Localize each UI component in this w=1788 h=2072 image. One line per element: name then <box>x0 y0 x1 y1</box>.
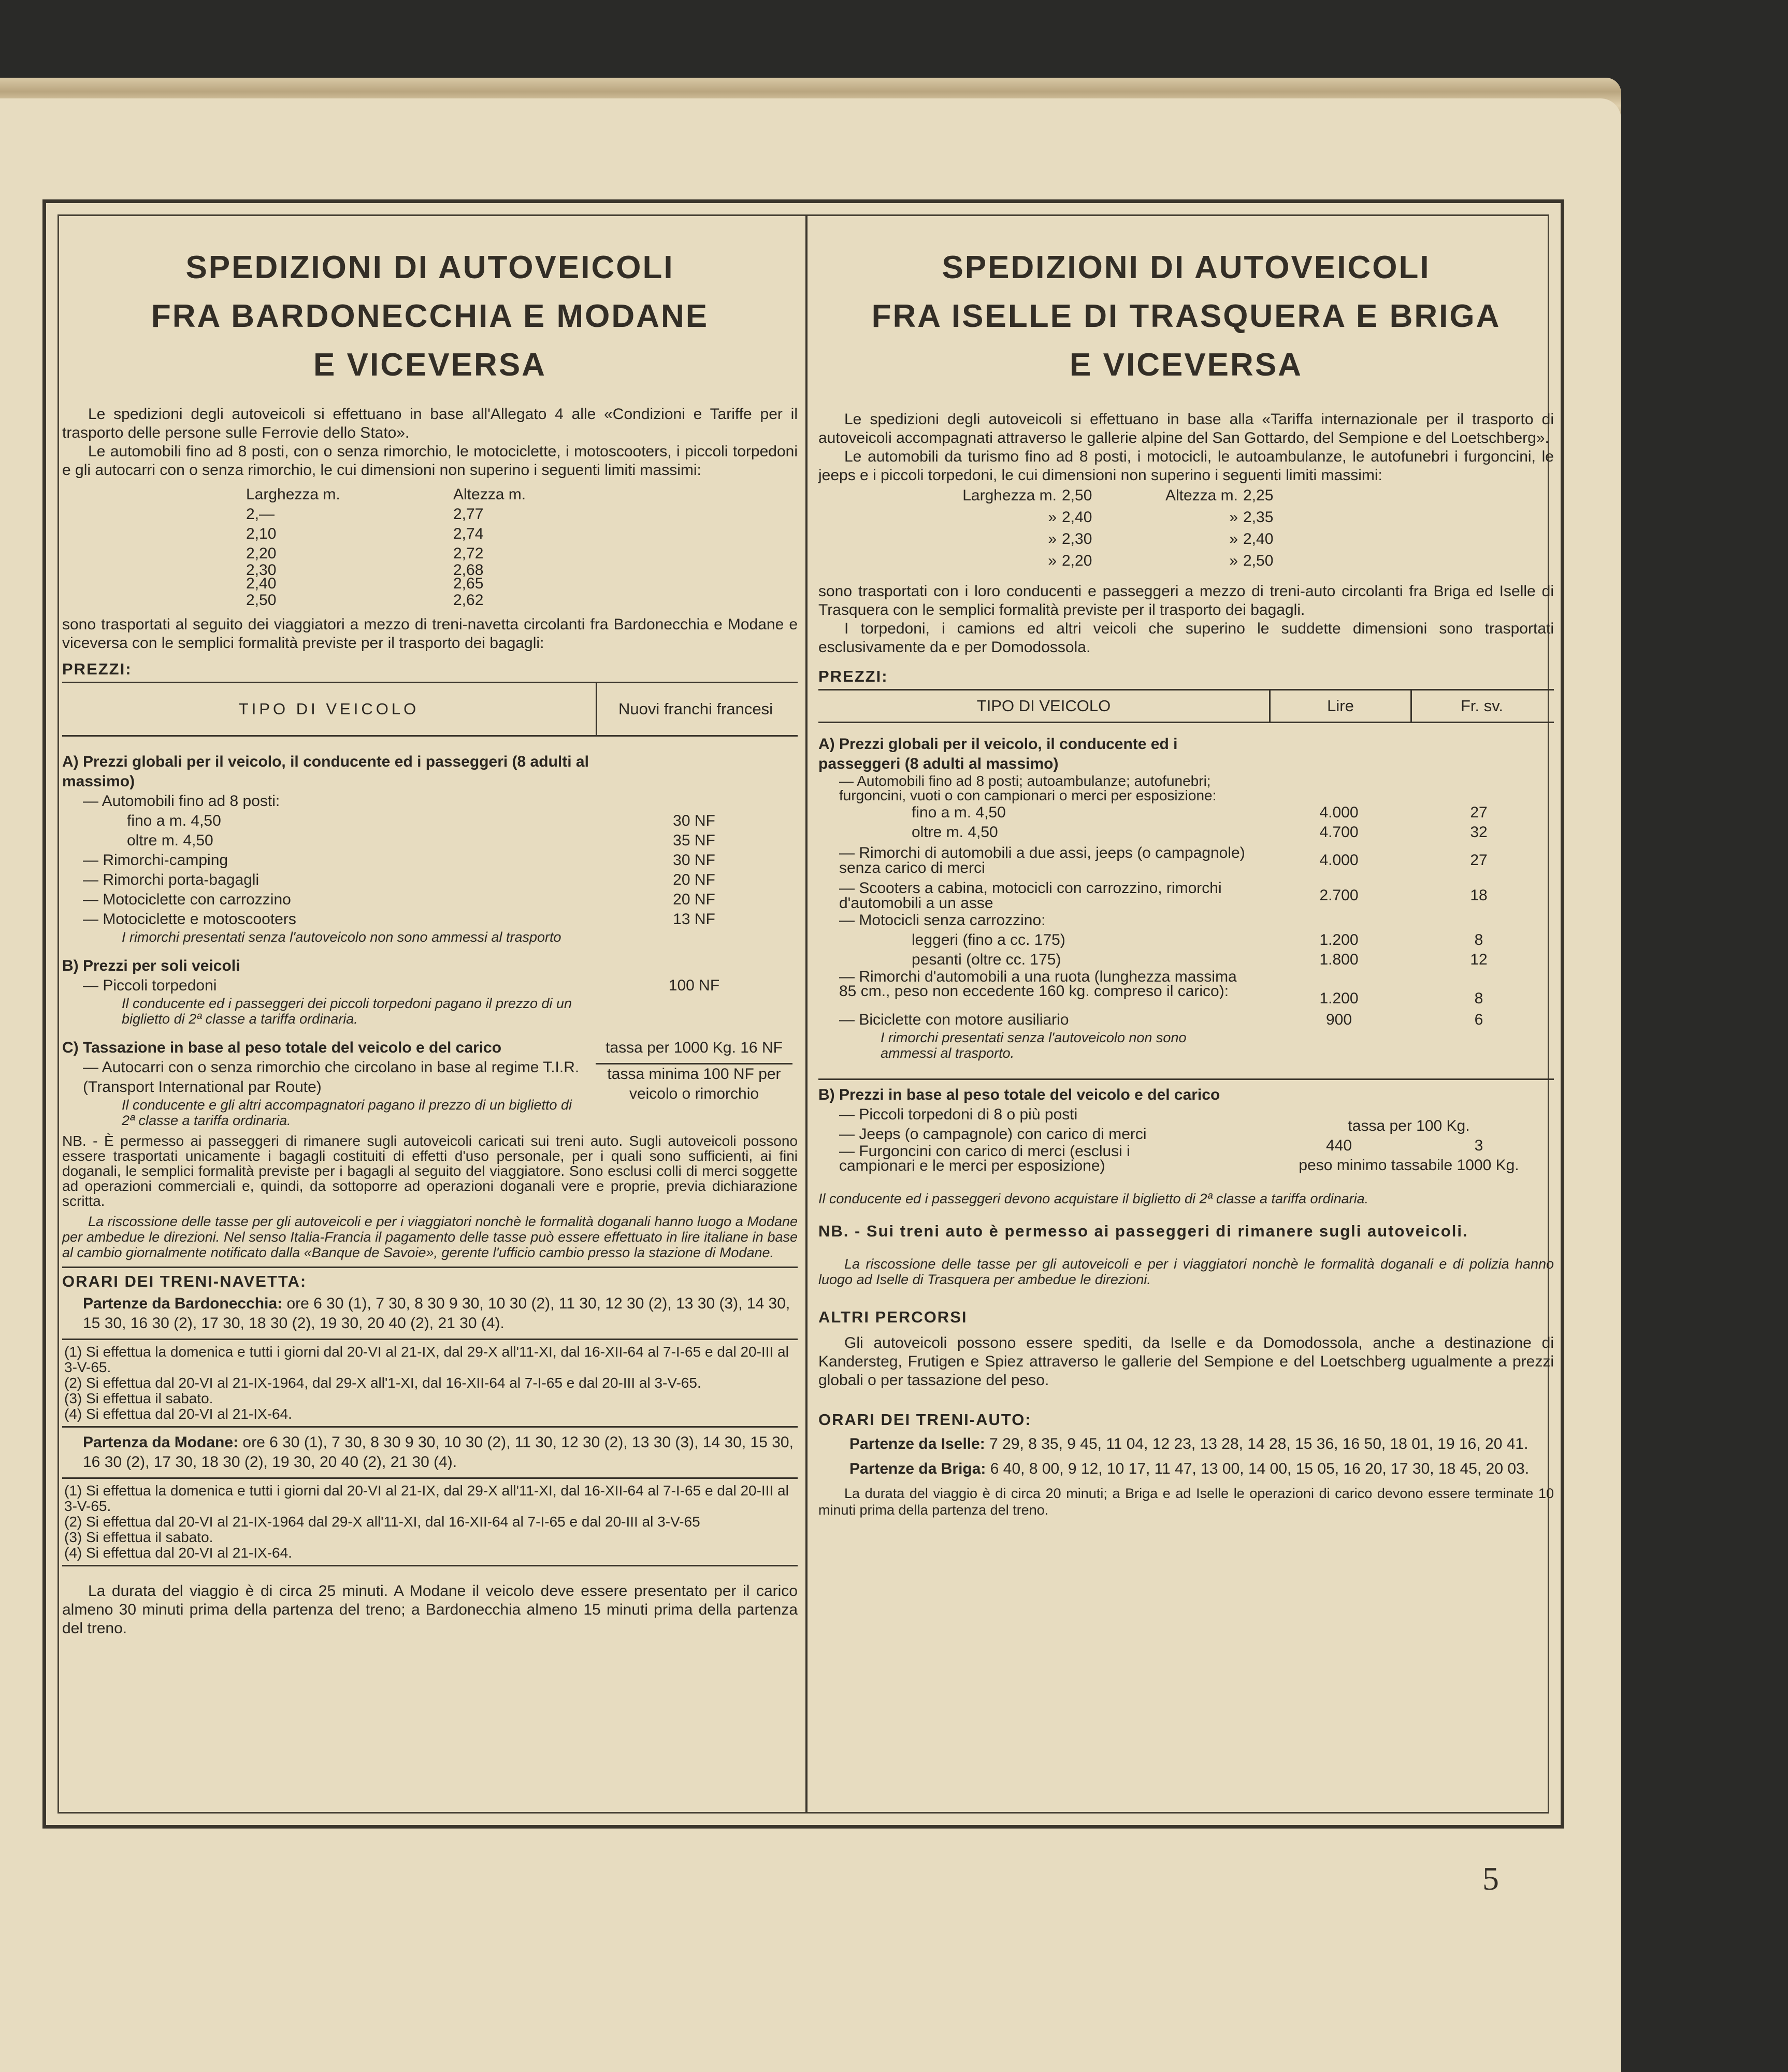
page-number: 5 <box>1482 1860 1499 1897</box>
right-altri-text: Gli autoveicoli possono essere spediti, da Iselle e da Domodossola, anche a destinazione di Kandersteg, Frutigen e Spiez attraverso le gallerie del Sempione e del Loetschberg ugualmente a prezzi globali o per tassazione del peso. <box>818 1334 1554 1389</box>
left-nb: NB. - È permesso ai passeggeri di rimanere sugli autoveicoli caricati sui treni auto. Sugli autoveicoli possono essere trasportati unicamente i bagagli costituiti di effetti d'uso personale, per i quali sono sufficienti, ai fini doganali, le semplici formalità previste per i bagagli al seguito del viaggiatore. Sono esclusi colli di merci soggette ad operazioni commerciali e, quindi, da sottoporre ad operazioni doganali vere e proprie, previa dichiarazione scritta. <box>62 1133 798 1209</box>
table-row: — Rimorchi-camping 30 NF <box>83 852 715 869</box>
table-row: — Motociclette e motoscooters 13 NF <box>83 911 715 928</box>
right-durata: La durata del viaggio è di circa 20 minuti; a Briga e ad Iselle le operazioni di carico devono essere terminate 10 minuti prima della partenza del treno. <box>818 1486 1554 1518</box>
right-title: SPEDIZIONI DI AUTOVEICOLI FRA ISELLE DI TRASQUERA E BRIGA E VICEVERSA <box>871 250 1501 383</box>
column-divider <box>805 215 808 1813</box>
right-orari-heading: ORARI DEI TRENI-AUTO: <box>818 1411 1032 1429</box>
left-orari-heading: ORARI DEI TRENI-NAVETTA: <box>62 1267 798 1291</box>
table-row: — Motociclette con carrozzino 20 NF <box>83 891 715 908</box>
table-row: oltre m. 4,50 4.700 32 <box>912 824 1488 841</box>
left-mod-notes: (1) Si effettua la domenica e tutti i giorni dal 20-VI al 21-IX, dal 29-X all'11-XI, dal 16-XII-64 al 7-I-65 e dal 20-III al 3-V-65. (2) Si effettua dal 20-VI al 21-IX-1964 dal 29-X all'11-XI, dal 16-XII-64 al 7-I-65 e dal 20-III al 3-V-65 (3) Si effettua il sabato. (4) Si effettua dal 20-VI al 21-IX-64. <box>62 1477 798 1566</box>
right-after-dims-2: I torpedoni, i camions ed altri veicoli che superino le suddette dimensioni sono trasportati esclusivamente da e per Domodossola. <box>818 620 1554 656</box>
left-prezzi-heading: PREZZI: <box>62 660 132 678</box>
table-row: — Piccoli torpedoni 100 NF <box>83 977 720 994</box>
left-title: SPEDIZIONI DI AUTOVEICOLI FRA BARDONECCHIA E MODANE E VICEVERSA <box>151 250 709 383</box>
right-after-dims-1: sono trasportati con i loro conducenti e passeggeri a mezzo di treni-auto circolanti fra Briga ed Iselle di Trasquera con le semplici formalità previste per il trasporto dei bagagli. <box>818 583 1554 618</box>
right-altri-heading: ALTRI PERCORSI <box>818 1308 968 1326</box>
right-part-briga: Partenze da Briga: 6 40, 8 00, 9 12, 10 17, 11 47, 13 00, 14 00, 15 05, 16 20, 17 30, 18 45, 20 03. <box>849 1460 1530 1477</box>
left-after-dims: sono trasportati al seguito dei viaggiatori a mezzo di treni-navetta circolanti fra Bardonecchia e Modane e viceversa con le semplici formalità previste per il trasporto dei bagagli: <box>62 616 798 652</box>
left-part-bardonecchia: Partenze da Bardonecchia: ore 6 30 (1), 7 30, 8 30 9 30, 10 30 (2), 11 30, 12 30 (2), 13 30 (3), 14 30, 15 30, 16 30 (2), 17 30, 18 30 (2), 19 30, 20 40 (2), 21 30 (4). <box>83 1295 790 1332</box>
left-part-modane: Partenza da Modane: ore 6 30 (1), 7 30, 8 30 9 30, 10 30 (2), 11 30, 12 30 (2), 13 30 (3), 14 30, 15 30, 16 30 (2), 17 30, 18 30 (2), 19 30, 20 40 (2), 21 30 (4). <box>83 1434 794 1471</box>
left-price-table-header: TIPO DI VEICOLO Nuovi franchi francesi <box>62 682 798 737</box>
right-conducente-note: Il conducente ed i passeggeri devono acquistare il biglietto di 2ª classe a tariffa ordinaria. <box>818 1191 1369 1206</box>
right-nb: NB. - Sui treni auto è permesso ai passeggeri di rimanere sugli autoveicoli. <box>818 1222 1468 1240</box>
table-row: pesanti (oltre cc. 175) 1.800 12 <box>912 951 1488 968</box>
table-row: — Motocicli senza carrozzino: <box>839 912 1046 929</box>
table-row: — Scooters a cabina, motocicli con carrozzino, rimorchi d'automobili a un asse 2.700 18 <box>839 880 1488 912</box>
table-row: leggeri (fino a cc. 175) 1.200 8 <box>912 931 1483 948</box>
table-row: — Rimorchi porta-bagagli 20 NF <box>83 871 715 888</box>
left-bard-notes: (1) Si effettua la domenica e tutti i giorni dal 20-VI al 21-IX, dal 29-X all'11-XI, dal 16-XII-64 al 7-I-65 e dal 20-III al 3-V-65. (2) Si effettua dal 20-VI al 21-IX-1964, dal 29-X all'1-XI, dal 16-XII-64 al 7-I-65 e dal 20-III al 3-V-65. (3) Si effettua il sabato. (4) Si effettua dal 20-VI al 21-IX-64. <box>62 1339 798 1428</box>
left-riscossione: La riscossione delle tasse per gli autoveicoli e per i viaggiatori nonchè le formalità doganali hanno luogo a Modane per ambedue le direzioni. Nel senso Italia-Francia il pagamento delle tasse può essere effettuato in lire italiane in base al cambio giornalmente notificato dalla «Banque de Savoie», gerente l'ufficio cambio presso la stazione di Modane. <box>62 1214 798 1260</box>
left-column <box>62 243 798 1638</box>
left-intro-1: Le spedizioni degli autoveicoli si effettuano in base all'Allegato 4 alle «Condizioni e Tariffe per il trasporto delle persone sulle Ferrovie dello Stato». <box>62 406 798 441</box>
right-price-table-body: A) Prezzi globali per il veicolo, il conducente ed i passeggeri (8 adulti al massimo) — Automobili fino ad 8 posti; autoambulanze; autofunebri; furgoncini, vuoti o con campionari o merci per esposizione: fino a m. 4,50 4.000 27 oltre m. 4,50 4.700 32 — Rimorchi di automobili a due assi, jeeps (o campagnole) senza carico di merci 4.000 27 — Scooters a cabina, motocicli con carrozzino, rimorchi d'automobili a un asse 2.700 18 — Motocicli senza carrozzino: leggeri (fino a cc. 175) 1.200 8 pesanti (oltre cc. 175) 1.800 12 — Rimorchi d'automobili a una ruota (lunghezza massima 85 cm., peso non eccedente 160 kg. compreso il carico): 1.200 8 — Biciclette con motore ausiliario 900 6 I rimorchi presentati senza l'autoveicolo non sono ammessi al trasporto. B) Prezzi in base al peso totale del veicolo e del carico — Piccoli torpedoni di 8 o più posti — Jeeps (o campagnole) con carico di merci — Furgoncini con carico di merci (esclusi i campionari e le merci per esposizione) tassa per 100 Kg. 440 3 peso minimo tassabile 1000 Kg. <box>818 735 1554 1175</box>
right-part-iselle: Partenze da Iselle: 7 29, 8 35, 9 45, 11 04, 12 23, 13 28, 14 28, 15 36, 16 50, 18 01, 19 16, 20 41. <box>849 1435 1529 1452</box>
table-row: — Rimorchi di automobili a due assi, jeeps (o campagnole) senza carico di merci 4.000 27 <box>839 844 1488 876</box>
table-row: fino a m. 4,50 4.000 27 <box>912 804 1488 821</box>
right-intro-2: Le automobili da turismo fino ad 8 posti, i motocicli, le autoambulanze, le autofunebri i furgoncini, le jeeps e i piccoli torpedoni, le cui dimensioni non superino i seguenti limiti massimi: <box>818 448 1554 484</box>
right-dimensions-table: Larghezza m. 2,50 Altezza m. 2,25 » 2,40 » 2,35 » 2,30 » 2,40 » 2,20 » 2,50 <box>962 487 1274 569</box>
right-column <box>818 243 1554 1518</box>
left-dimensions-table: Larghezza m. Altezza m. 2,— 2,77 2,10 2,74 2,20 2,72 2,30 2,68 2,40 2,65 2,50 2,62 <box>246 486 526 609</box>
left-price-table-body: A) Prezzi globali per il veicolo, il conducente ed i passeggeri (8 adulti al massimo) — Automobili fino ad 8 posti: fino a m. 4,50 30 NF oltre m. 4,50 35 NF — Rimorchi-camping 30 NF — Rimorchi porta-bagagli 20 NF — Motociclette con carrozzino 20 NF — Motociclette e motoscooters 13 NF I rimorchi presentati senza l'autoveicolo non sono ammessi al trasporto B) Prezzi per soli veicoli — Piccoli torpedoni 100 NF Il conducente ed i passeggeri dei piccoli torpedoni pagano il prezzo di un biglietto di 2ª classe a tariffa ordinaria. C) Tassazione in base al peso totale del veicolo e del carico — Autocarri con o senza rimorchio che circolano in base al regime T.I.R. (Transport International par Route) Il conducente e gli altri accompagnatori pagano il prezzo di un biglietto di 2ª classe a tariffa ordinaria. tassa per 1000 Kg. 16 NF tassa minima 100 NF per veicolo o rimorchio <box>62 752 798 1128</box>
table-row: oltre m. 4,50 35 NF <box>127 832 715 849</box>
table-row: — Rimorchi d'automobili a una ruota (lunghezza massima 85 cm., peso non eccedente 160 kg. compreso il carico): 1.200 8 <box>839 968 1483 1007</box>
left-durata: La durata del viaggio è di circa 25 minuti. A Modane il veicolo deve essere presentato per il carico almeno 30 minuti prima della partenza del treno; a Bardonecchia almeno 15 minuti prima della partenza del treno. <box>62 1582 798 1637</box>
right-prezzi-heading: PREZZI: <box>818 667 888 685</box>
left-intro-2: Le automobili fino ad 8 posti, con o senza rimorchio, le motociclette, i motoscooters, i piccoli torpedoni e gli autocarri con o senza rimorchio, le cui dimensioni non superino i seguenti limiti massimi: <box>62 443 798 479</box>
table-row: fino a m. 4,50 30 NF <box>127 812 715 829</box>
right-price-table-header: TIPO DI VEICOLO Lire Fr. sv. <box>818 689 1554 723</box>
right-riscossione: La riscossione delle tasse per gli autoveicoli e per i viaggiatori nonchè le formalità doganali e di polizia hanno luogo ad Iselle di Trasquera per ambedue le direzioni. <box>818 1256 1554 1287</box>
right-intro-1: Le spedizioni degli autoveicoli si effettuano in base alla «Tariffa internazionale per il trasporto di autoveicoli accompagnati attraverso le gallerie alpine del San Gottardo, del Sempione e del Loetschberg». <box>818 411 1554 447</box>
table-row: — Biciclette con motore ausiliario 900 6 <box>839 1011 1483 1028</box>
